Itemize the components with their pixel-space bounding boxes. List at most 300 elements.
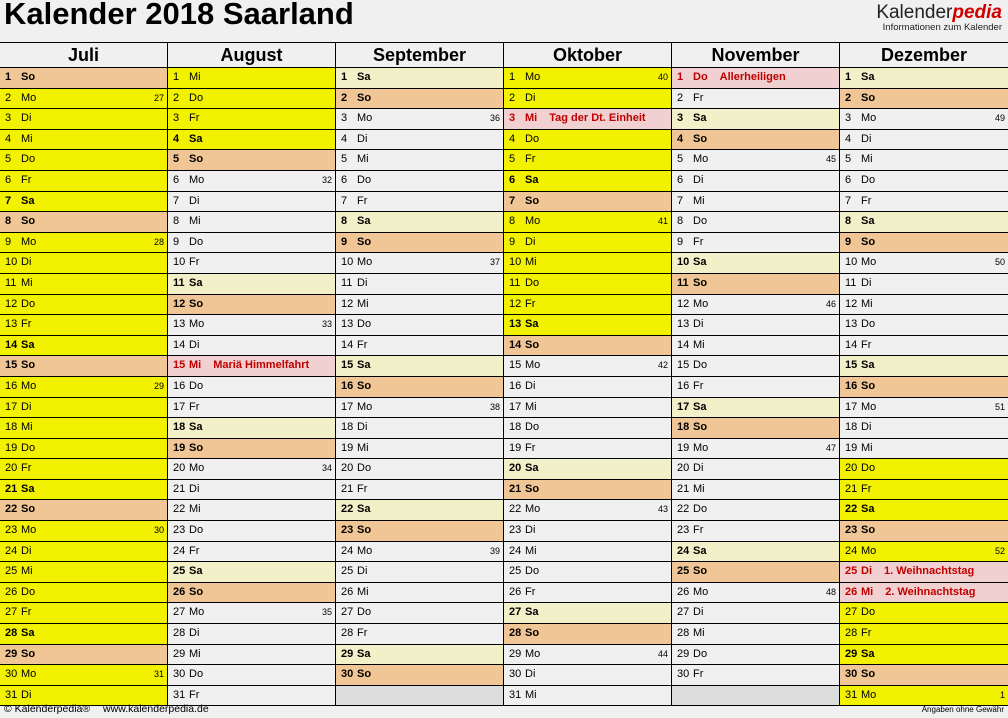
- day-cell[interactable]: [336, 274, 503, 295]
- day-cell[interactable]: [168, 336, 335, 357]
- day-cell[interactable]: [672, 624, 839, 645]
- day-cell[interactable]: [672, 109, 839, 130]
- day-cell[interactable]: [840, 315, 1008, 336]
- day-cell[interactable]: [672, 130, 839, 151]
- day-cell[interactable]: [840, 603, 1008, 624]
- day-number: 28: [845, 627, 858, 640]
- day-cell[interactable]: [336, 583, 503, 604]
- day-cell[interactable]: [0, 459, 167, 480]
- day-cell[interactable]: [0, 500, 167, 521]
- day-number: 25: [341, 565, 354, 578]
- day-cell[interactable]: [168, 315, 335, 336]
- day-number: 24: [677, 544, 690, 557]
- day-cell[interactable]: [504, 315, 671, 336]
- day-cell[interactable]: [504, 274, 671, 295]
- day-cell[interactable]: [0, 233, 167, 254]
- day-cell[interactable]: [840, 356, 1008, 377]
- day-cell[interactable]: [504, 480, 671, 501]
- weekday-label: Do: [357, 462, 372, 475]
- day-cell[interactable]: [168, 68, 335, 89]
- day-cell[interactable]: [504, 583, 671, 604]
- day-number: 29: [5, 647, 18, 660]
- day-cell[interactable]: [504, 459, 671, 480]
- day-cell[interactable]: [336, 562, 503, 583]
- day-cell[interactable]: [672, 295, 839, 316]
- day-cell[interactable]: [336, 130, 503, 151]
- day-cell[interactable]: [672, 377, 839, 398]
- day-cell[interactable]: [840, 295, 1008, 316]
- day-number: 28: [509, 627, 522, 640]
- day-number: 30: [509, 668, 522, 681]
- day-cell[interactable]: [840, 562, 1008, 583]
- weekday-label: Fr: [189, 544, 200, 557]
- weekday-label: Fr: [693, 235, 704, 248]
- day-number: 4: [173, 132, 180, 145]
- day-cell[interactable]: [840, 89, 1008, 110]
- day-cell[interactable]: [168, 109, 335, 130]
- month-header: Juli: [0, 43, 167, 68]
- day-cell[interactable]: [840, 336, 1008, 357]
- day-cell[interactable]: [0, 418, 167, 439]
- day-cell[interactable]: [168, 295, 335, 316]
- holiday-name: Allerheiligen: [719, 71, 786, 83]
- day-cell[interactable]: [0, 315, 167, 336]
- day-cell[interactable]: [0, 521, 167, 542]
- day-cell[interactable]: [504, 624, 671, 645]
- day-number: 30: [845, 668, 858, 681]
- day-number: 17: [341, 400, 354, 413]
- day-number: 15: [509, 359, 522, 372]
- weekday-label: So: [21, 503, 36, 516]
- weekday-label: Mo: [861, 256, 877, 269]
- day-number: 9: [845, 235, 852, 248]
- day-cell[interactable]: [840, 192, 1008, 213]
- weekday-label: Mi: [189, 359, 202, 372]
- weekday-label: Di: [525, 524, 536, 537]
- weekday-label: Di: [21, 400, 32, 413]
- week-number: 42: [657, 360, 668, 371]
- day-cell[interactable]: [0, 68, 167, 89]
- day-cell[interactable]: [168, 665, 335, 686]
- day-cell[interactable]: [336, 645, 503, 666]
- day-number: 24: [5, 544, 18, 557]
- weekday-label: Mi: [189, 71, 201, 83]
- day-number: 10: [173, 256, 186, 269]
- day-cell[interactable]: [0, 562, 167, 583]
- day-cell[interactable]: [504, 130, 671, 151]
- day-cell[interactable]: [840, 130, 1008, 151]
- day-cell[interactable]: [840, 418, 1008, 439]
- weekday-label: Sa: [357, 71, 371, 83]
- day-cell[interactable]: [0, 603, 167, 624]
- day-cell[interactable]: [168, 171, 335, 192]
- day-cell[interactable]: [336, 418, 503, 439]
- day-number: 9: [173, 235, 180, 248]
- day-cell[interactable]: [672, 398, 839, 419]
- day-number: 21: [5, 482, 18, 495]
- day-cell[interactable]: [672, 233, 839, 254]
- day-number: 13: [677, 318, 690, 331]
- day-number: 20: [5, 462, 18, 475]
- day-number: 27: [173, 606, 186, 619]
- week-number: 44: [657, 648, 668, 659]
- day-cell[interactable]: [336, 68, 503, 89]
- weekday-label: So: [861, 524, 876, 537]
- day-number: 8: [5, 215, 12, 228]
- day-cell[interactable]: [672, 542, 839, 563]
- day-cell[interactable]: [504, 212, 671, 233]
- day-cell[interactable]: [0, 356, 167, 377]
- day-cell[interactable]: [168, 398, 335, 419]
- day-cell[interactable]: [0, 150, 167, 171]
- day-cell[interactable]: [336, 377, 503, 398]
- week-number: 32: [321, 174, 332, 185]
- empty-day-cell: [672, 686, 839, 707]
- day-number: 3: [509, 112, 516, 125]
- day-cell[interactable]: [840, 583, 1008, 604]
- day-cell[interactable]: [840, 480, 1008, 501]
- day-cell[interactable]: [168, 603, 335, 624]
- weekday-label: Do: [21, 441, 36, 454]
- day-cell[interactable]: [336, 500, 503, 521]
- day-number: 26: [677, 585, 690, 598]
- day-number: 23: [173, 524, 186, 537]
- day-number: 2: [341, 91, 348, 104]
- day-cell[interactable]: [168, 89, 335, 110]
- month-column-november: [672, 43, 840, 706]
- day-cell[interactable]: [840, 542, 1008, 563]
- week-number: 52: [994, 545, 1005, 556]
- day-cell[interactable]: [672, 315, 839, 336]
- day-number: 10: [5, 256, 18, 269]
- day-cell[interactable]: [504, 398, 671, 419]
- day-cell[interactable]: [168, 439, 335, 460]
- day-cell[interactable]: [168, 521, 335, 542]
- day-cell[interactable]: [168, 645, 335, 666]
- day-cell[interactable]: [336, 212, 503, 233]
- day-cell[interactable]: [672, 439, 839, 460]
- day-number: 16: [5, 379, 18, 392]
- day-number: 5: [341, 153, 348, 166]
- day-cell[interactable]: [672, 171, 839, 192]
- day-number: 20: [173, 462, 186, 475]
- day-cell[interactable]: [168, 542, 335, 563]
- day-cell[interactable]: [0, 645, 167, 666]
- day-cell[interactable]: [168, 356, 335, 377]
- day-cell[interactable]: [504, 68, 671, 89]
- day-cell[interactable]: [672, 89, 839, 110]
- day-cell[interactable]: [168, 377, 335, 398]
- day-cell[interactable]: [168, 459, 335, 480]
- day-number: 22: [173, 503, 186, 516]
- weekday-label: Di: [861, 421, 872, 434]
- day-number: 6: [173, 173, 180, 186]
- weekday-label: Do: [357, 318, 372, 331]
- day-cell[interactable]: [168, 253, 335, 274]
- day-cell[interactable]: [336, 315, 503, 336]
- weekday-label: Fr: [525, 297, 536, 310]
- day-cell[interactable]: [504, 521, 671, 542]
- day-cell[interactable]: [336, 521, 503, 542]
- weekday-label: Di: [861, 276, 872, 289]
- day-cell[interactable]: [0, 89, 167, 110]
- day-cell[interactable]: [840, 253, 1008, 274]
- day-cell[interactable]: [0, 398, 167, 419]
- day-cell[interactable]: [504, 356, 671, 377]
- day-cell[interactable]: [840, 150, 1008, 171]
- website-link[interactable]: www.kalenderpedia.de: [103, 703, 209, 715]
- day-number: 18: [5, 421, 18, 434]
- weekday-label: Mi: [21, 565, 33, 578]
- day-cell[interactable]: [336, 171, 503, 192]
- weekday-label: Sa: [693, 544, 707, 557]
- day-cell[interactable]: [672, 500, 839, 521]
- day-cell[interactable]: [336, 109, 503, 130]
- day-cell[interactable]: [0, 665, 167, 686]
- day-cell[interactable]: [504, 686, 671, 707]
- day-number: 23: [341, 524, 354, 537]
- day-cell[interactable]: [168, 624, 335, 645]
- weekday-label: So: [525, 338, 540, 351]
- day-cell[interactable]: [168, 192, 335, 213]
- weekday-label: Di: [525, 235, 536, 248]
- weekday-label: So: [357, 524, 372, 537]
- day-cell[interactable]: [672, 665, 839, 686]
- day-number: 12: [341, 297, 354, 310]
- day-number: 28: [5, 627, 18, 640]
- day-cell[interactable]: [168, 562, 335, 583]
- day-cell[interactable]: [672, 274, 839, 295]
- day-cell[interactable]: [672, 253, 839, 274]
- day-cell[interactable]: [168, 480, 335, 501]
- day-cell[interactable]: [840, 686, 1008, 707]
- day-cell[interactable]: [336, 603, 503, 624]
- day-cell[interactable]: [0, 542, 167, 563]
- day-cell[interactable]: [840, 274, 1008, 295]
- day-cell[interactable]: [672, 603, 839, 624]
- day-cell[interactable]: [504, 109, 671, 130]
- day-cell[interactable]: [504, 89, 671, 110]
- day-cell[interactable]: [0, 171, 167, 192]
- day-cell[interactable]: [504, 645, 671, 666]
- day-cell[interactable]: [840, 212, 1008, 233]
- day-cell[interactable]: [336, 253, 503, 274]
- day-cell[interactable]: [672, 459, 839, 480]
- day-cell[interactable]: [504, 562, 671, 583]
- day-number: 19: [509, 441, 522, 454]
- day-cell[interactable]: [504, 439, 671, 460]
- day-cell[interactable]: [504, 253, 671, 274]
- day-number: 4: [341, 132, 348, 145]
- day-cell[interactable]: [840, 171, 1008, 192]
- day-cell[interactable]: [840, 109, 1008, 130]
- weekday-label: Mo: [525, 647, 541, 660]
- weekday-label: Di: [861, 565, 872, 578]
- day-cell[interactable]: [336, 624, 503, 645]
- day-cell[interactable]: [336, 295, 503, 316]
- day-cell[interactable]: [672, 336, 839, 357]
- day-cell[interactable]: [0, 253, 167, 274]
- week-number: 35: [321, 607, 332, 618]
- weekday-label: Sa: [357, 215, 371, 228]
- weekday-label: So: [21, 647, 36, 660]
- weekday-label: Mi: [693, 338, 705, 351]
- day-number: 18: [845, 421, 858, 434]
- day-number: 27: [845, 606, 858, 619]
- day-cell[interactable]: [168, 150, 335, 171]
- day-number: 27: [5, 606, 18, 619]
- day-number: 5: [509, 153, 516, 166]
- day-cell[interactable]: [336, 150, 503, 171]
- weekday-label: Di: [693, 606, 704, 619]
- day-cell[interactable]: [504, 542, 671, 563]
- day-cell[interactable]: [336, 233, 503, 254]
- day-cell[interactable]: [0, 130, 167, 151]
- day-cell[interactable]: [840, 645, 1008, 666]
- day-cell[interactable]: [504, 665, 671, 686]
- week-number: 38: [489, 401, 500, 412]
- weekday-label: Mo: [525, 215, 541, 228]
- day-number: 5: [845, 153, 852, 166]
- day-cell[interactable]: [0, 336, 167, 357]
- day-cell[interactable]: [168, 583, 335, 604]
- day-cell[interactable]: [0, 439, 167, 460]
- weekday-label: Sa: [525, 606, 539, 619]
- day-number: 8: [173, 215, 180, 228]
- day-cell[interactable]: [672, 562, 839, 583]
- week-number: 28: [153, 236, 164, 247]
- day-cell[interactable]: [840, 377, 1008, 398]
- day-number: 26: [341, 585, 354, 598]
- day-cell[interactable]: [168, 233, 335, 254]
- weekday-label: Sa: [21, 338, 35, 351]
- day-cell[interactable]: [840, 233, 1008, 254]
- month-header: Oktober: [504, 43, 671, 68]
- day-cell[interactable]: [336, 480, 503, 501]
- weekday-label: Mo: [21, 91, 37, 104]
- day-cell[interactable]: [504, 603, 671, 624]
- day-cell[interactable]: [168, 212, 335, 233]
- day-cell[interactable]: [840, 68, 1008, 89]
- day-cell[interactable]: [336, 459, 503, 480]
- day-cell[interactable]: [840, 398, 1008, 419]
- day-number: 31: [173, 688, 186, 701]
- day-cell[interactable]: [336, 398, 503, 419]
- weekday-label: Do: [189, 379, 204, 392]
- day-cell[interactable]: [672, 480, 839, 501]
- day-number: 4: [845, 132, 852, 145]
- day-cell[interactable]: [336, 439, 503, 460]
- day-cell[interactable]: [504, 295, 671, 316]
- weekday-label: Mi: [21, 132, 33, 145]
- day-cell[interactable]: [0, 583, 167, 604]
- day-cell[interactable]: [672, 356, 839, 377]
- day-number: 3: [341, 112, 348, 125]
- day-cell[interactable]: [168, 418, 335, 439]
- day-cell[interactable]: [840, 500, 1008, 521]
- day-cell[interactable]: [0, 377, 167, 398]
- day-cell[interactable]: [168, 500, 335, 521]
- day-cell[interactable]: [840, 439, 1008, 460]
- day-number: 15: [173, 359, 186, 372]
- weekday-label: Do: [21, 153, 36, 166]
- day-cell[interactable]: [0, 212, 167, 233]
- weekday-label: Mo: [693, 297, 709, 310]
- day-cell[interactable]: [0, 480, 167, 501]
- weekday-label: Sa: [189, 276, 203, 289]
- day-cell[interactable]: [672, 418, 839, 439]
- day-cell[interactable]: [336, 542, 503, 563]
- day-cell[interactable]: [0, 295, 167, 316]
- day-cell[interactable]: [672, 583, 839, 604]
- day-cell[interactable]: [672, 521, 839, 542]
- weekday-label: Do: [693, 503, 708, 516]
- day-cell[interactable]: [504, 150, 671, 171]
- day-cell[interactable]: [504, 336, 671, 357]
- weekday-label: Sa: [357, 359, 371, 372]
- day-cell[interactable]: [336, 356, 503, 377]
- day-number: 28: [677, 627, 690, 640]
- day-cell[interactable]: [336, 192, 503, 213]
- day-cell[interactable]: [504, 171, 671, 192]
- day-number: 13: [509, 318, 522, 331]
- day-cell[interactable]: [672, 645, 839, 666]
- day-cell[interactable]: [840, 624, 1008, 645]
- day-cell[interactable]: [0, 624, 167, 645]
- week-number: 31: [153, 669, 164, 680]
- weekday-label: Di: [357, 565, 368, 578]
- day-cell[interactable]: [504, 500, 671, 521]
- day-number: 11: [173, 276, 185, 289]
- day-cell[interactable]: [0, 274, 167, 295]
- day-cell[interactable]: [504, 377, 671, 398]
- day-cell[interactable]: [0, 192, 167, 213]
- day-cell[interactable]: [336, 336, 503, 357]
- day-cell[interactable]: [0, 109, 167, 130]
- day-cell[interactable]: [336, 89, 503, 110]
- day-cell[interactable]: [504, 233, 671, 254]
- day-number: 6: [845, 173, 852, 186]
- day-number: 22: [5, 503, 18, 516]
- day-cell[interactable]: [336, 665, 503, 686]
- day-cell[interactable]: [504, 192, 671, 213]
- day-number: 8: [845, 215, 852, 228]
- day-number: 10: [845, 256, 858, 269]
- day-cell[interactable]: [672, 192, 839, 213]
- day-cell[interactable]: [840, 665, 1008, 686]
- day-number: 5: [677, 153, 684, 166]
- weekday-label: Do: [21, 585, 36, 598]
- weekday-label: Di: [693, 462, 704, 475]
- weekday-label: Do: [357, 173, 372, 186]
- weekday-label: Di: [525, 91, 536, 104]
- weekday-label: Fr: [525, 153, 536, 166]
- holiday-name: 2. Weihnachtstag: [885, 585, 976, 598]
- day-cell[interactable]: [672, 212, 839, 233]
- day-cell[interactable]: [672, 68, 839, 89]
- weekday-label: Mi: [525, 256, 537, 269]
- day-number: 25: [509, 565, 522, 578]
- weekday-label: Fr: [693, 91, 704, 104]
- day-cell[interactable]: [840, 459, 1008, 480]
- day-cell[interactable]: [168, 130, 335, 151]
- day-cell[interactable]: [840, 521, 1008, 542]
- day-cell[interactable]: [672, 150, 839, 171]
- day-number: 27: [509, 606, 522, 619]
- day-cell[interactable]: [168, 274, 335, 295]
- day-cell[interactable]: [504, 418, 671, 439]
- day-number: 25: [845, 565, 858, 578]
